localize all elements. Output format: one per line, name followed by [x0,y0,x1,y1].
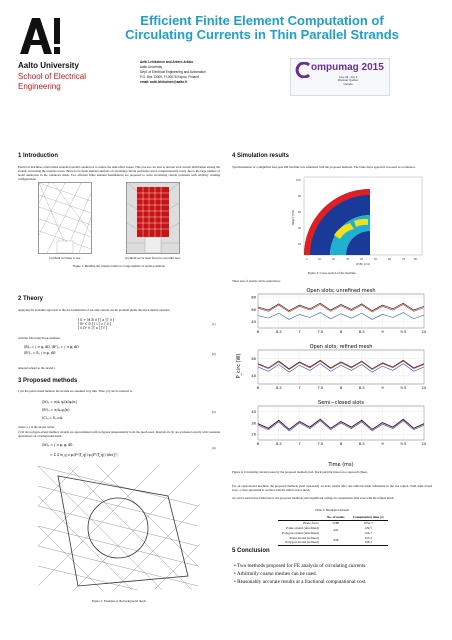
svg-text:40: 40 [298,227,302,230]
conference-place-1: Montréal, Québec [337,79,359,83]
figure2-caption: Figure 2: Example of the background mesh. [91,599,147,603]
affiliation-2: Dept. of Electrical Engineering and Automation [140,70,206,74]
x-tick-label: 8 [339,442,343,446]
svg-text:(M)ᵢⱼ = ∫ σ φⱼ φᵢ dΩ: (M)ᵢⱼ = ∫ σ φⱼ φᵢ dΩ [42,443,73,447]
svg-text:60: 60 [298,211,302,214]
affiliation-1: Aalto University [140,65,163,69]
conference-details [317,76,379,86]
svg-text:100: 100 [296,179,301,182]
conference-place-2: Canada [343,82,353,86]
conclusion-item: • Arbitrarily coarse meshes can be used. [234,571,317,577]
svg-text:60: 60 [388,258,392,261]
conference-name: ompumag 2015 [311,62,384,73]
table-header-time: Computation time (s) [352,515,384,520]
svg-text:= Σ Σ w_q σ φᵢ(Fᵀ(ξ_q)) φⱼ(Fᵀ(: = Σ Σ w_q σ φᵢ(Fᵀ(ξ_q)) φⱼ(Fᵀ(ξ_q)) |det Jᵀ| [50,453,118,457]
x-tick-label: 8.5 [358,386,365,390]
conclusion-list [234,562,434,586]
simulation-text: Synchronisation of a simplified four-pole PM machine was simulated with the proposed methods. The brute-force approach was used as a reference. [232,165,416,169]
x-tick-label: 9 [381,330,384,334]
school-line-1: School of Electrical [18,72,87,81]
svg-text:[ Bᵀ C D ] [ i ] = [ 0: [ Bᵀ C D ] [ i ] = [ 0 ] [78,322,112,326]
svg-text:(Bᵀ)ᵢⱼ = δᵢⱼ ∫ σ φⱼ dΩ: (Bᵀ)ᵢⱼ = δᵢⱼ ∫ σ φⱼ dΩ [24,351,56,355]
equation-4-number: (4) [212,446,216,450]
svg-text:(Bᵀ)ᵢⱼ = σ/Aᵢ φⱼ(xᵢ): (Bᵀ)ᵢⱼ = σ/Aᵢ φⱼ(xᵢ) [42,408,70,412]
svg-text:20: 20 [332,258,336,261]
compumag-logo-icon [295,62,311,78]
conference-badge [290,58,390,96]
results-table [278,515,388,546]
theory-text-3: denoted related to the strand i. [18,366,56,370]
figure1-mesh-fine [126,182,180,254]
author-names: Antti Lehikoinen and Antero Arkkio [140,60,194,64]
x-axis-label: Time (ms) [328,462,354,468]
coarse-mesh-drawing [39,183,91,253]
author-block [140,60,270,85]
svg-text:Width (mm): Width (mm) [356,263,371,266]
y-tick-label: 40 [251,373,256,378]
figure3-machine-cross-section [290,175,430,267]
svg-text:0: 0 [306,258,308,261]
x-tick-label: 8.5 [358,442,365,446]
table-cell-method: Point-strand (unrefined) [286,525,319,530]
table-caption: Table 1: Simulation Details [315,508,349,512]
table-header-nodes: No. of nodes [326,515,345,520]
section-theory-title: 2 Theory [18,296,44,302]
svg-text:40: 40 [360,258,364,261]
school-name [18,72,108,92]
y-tick-label: 40 [251,320,256,325]
methods-text: 1) In the point-strand method, the strands are assumed very thin. Thus, (2) can be reduced to [18,389,133,393]
x-tick-label: 9 [381,442,384,446]
figure1-mesh-coarse [38,182,92,254]
x-tick-label: 10 [421,330,427,334]
equation-1 [78,316,148,333]
fine-mesh-drawing [127,183,179,253]
table-cell-method: Point-strand (refined) [289,535,319,540]
x-tick-label: 6 [256,386,260,390]
table-cell-nodes: 442 [333,528,339,533]
svg-text:(B)ᵢⱼ = ∫ σ φⱼ dΩ, (Bᵀ)ᵢⱼ = ∫: (B)ᵢⱼ = ∫ σ φⱼ dΩ, (Bᵀ)ᵢⱼ = ∫ σ φⱼ dΩ [24,345,79,349]
svg-text:Height (mm): Height (mm) [292,209,295,225]
conclusion-item: • Reasonably accurate results at a fractional computational cost. [234,579,367,585]
x-tick-label: 6.5 [275,330,282,334]
table-row [278,526,388,531]
methods-text-3: 2) In the polygon-strand method, strands are approximated with polygons independently from the mesh used. Integrals in (2) are evaluated exactly with Gaussian quadratures on a background mesh. [18,430,220,439]
theory-text: Applying the Galerkin approach to the Ax-formulation of an eddy-current circuit problem yields the block matrix equation [18,308,170,312]
section-conclusion-title: 5 Conclusion [232,548,270,554]
figure1-caption-a: (a) Mesh we'd like to use. [49,256,81,260]
table-cell-nodes: 938 [333,537,339,542]
y-tick-label: 20 [251,432,256,437]
x-tick-label: 7.5 [317,330,324,334]
y-tick-label: 60 [251,356,256,361]
x-tick-label: 7.5 [317,386,324,390]
table-cell-time: 124.7 [364,530,372,535]
svg-text:80: 80 [298,195,302,198]
equation-2 [24,342,184,359]
section-introduction-title: 1 Introduction [18,153,58,159]
x-tick-label: 8 [339,386,343,390]
machine-cross-section-drawing [290,175,430,267]
chart-title: Open slots; refined mesh [309,344,373,350]
equation-2-number: (2) [212,352,216,356]
simulation-text-3: For an open-slotted machine, the proposed methods yield reasonably accurate results after one uniform mesh refinement in the slot region. With semi-closed slots, a close agreement is reached with the initial coarse mesh. [232,484,432,493]
equation-3-number: (3) [212,410,216,414]
y-axis-label: P_circ (W) [236,353,242,379]
svg-text:(M)ᵢⱼ = σ/Aᵢ φⱼ(xᵢ)φᵢ(xᵢ): (M)ᵢⱼ = σ/Aᵢ φⱼ(xᵢ)φᵢ(xᵢ) [42,400,77,404]
methods-text-2: where x_i is the strand center. [18,425,55,429]
school-line-2: Engineering [18,82,61,91]
x-tick-label: 9.5 [400,330,407,334]
background-mesh-drawing [38,466,198,590]
x-tick-label: 10 [421,442,427,446]
section-methods-title: 3 Proposed methods [18,378,78,384]
figure4-chart-panel [232,286,432,468]
x-tick-label: 8.5 [358,330,365,334]
table-cell-time: 129.5 [364,525,372,530]
chart-title: Semi−closed slots [318,400,364,406]
x-tick-label: 7 [298,330,301,334]
y-tick-label: 80 [251,295,256,300]
table-cell-method: Brute-force [303,521,319,526]
x-tick-label: 7 [298,442,301,446]
equation-3 [42,397,162,424]
figure1-caption: Figure 1: Meshing the strands results in a large number of nodal potentials. [72,264,166,268]
table-cell-time: 1052.7 [363,521,373,526]
affiliation-3: P.O. Box 13000, FI-00076 Espoo, Finland [140,75,199,79]
x-tick-label: 9 [381,386,384,390]
block-matrix-equation [78,316,148,332]
svg-text:80: 80 [414,258,418,261]
svg-text:[ S + M B 0 ] [ a ] [ 0: [ S + M B 0 ] [ a ] [ 0 ] [78,318,115,322]
table-cell-time: 158.3 [364,540,372,545]
polygon-strand-equation [42,440,172,462]
theory-text-2: with the following block elements [18,336,61,340]
x-tick-label: 9.5 [400,386,407,390]
figure1-caption-b: (b) Mesh we've been forced to use until now. [125,256,181,260]
x-tick-label: 6.5 [275,442,282,446]
conclusion-item-text: Two methods proposed for FE analysis of circulating currents. [237,563,367,569]
svg-text:70: 70 [402,258,406,261]
y-tick-label: 60 [251,307,256,312]
table-cell-method: Polygon-strand (refined) [285,540,319,545]
table-cell-nodes: 5288 [332,521,340,526]
equation-4 [42,440,172,463]
section-simulation-title: 4 Simulation results [232,153,290,159]
author-email[interactable]: email: antti.lehikoinen@aalto.fi [140,80,187,84]
poster-title: Efficient Finite Element Computation of Circulating Currents in Thin Parallel Strands [125,13,399,42]
aalto-logo-mark [18,16,62,56]
simulation-text-2: Three sets of results can be seen below. [232,279,281,283]
x-tick-label: 8 [339,330,343,334]
university-name: Aalto University [18,61,79,70]
x-tick-label: 6 [256,330,260,334]
conclusion-item: • Two methods proposed for FE analysis of circulating currents. [234,563,367,569]
table-cell-time: 153.3 [364,535,372,540]
y-tick-label: 40 [251,409,256,414]
svg-text:20: 20 [298,243,302,246]
simulation-details-table [278,515,388,546]
x-tick-label: 10 [421,386,427,390]
x-tick-label: 7.5 [317,442,324,446]
conclusion-item-text: Arbitrarily coarse meshes can be used. [236,571,317,577]
introduction-text: Electrical machines often utilize stranded parallel conductors to reduce the skin-effect losses. This process can lead to uneven total current distribution among the strands, increasing the resistive losses. Brute-force finite element analysis of circulating current problems can be computationally costly due to the large number of nodal unknowns in the conductor mesh. Two efficient finite element formulations are proposed to solve circulating current problems with arbitrary winding configurations. [18,165,220,182]
circulating-losses-charts [232,286,432,468]
simulation-text-4: As can be seen in the Table below, the proposed methods yield significant savings in computation time even with the refined mesh. [232,496,395,500]
aalto-logo [18,16,62,56]
conclusion-item-text: Reasonably accurate results at a fractional computational cost. [237,579,367,585]
x-tick-label: 7 [298,386,301,390]
chart-title: Open slots; unrefined mesh [306,288,376,294]
figure2-background-mesh [38,466,198,590]
x-tick-label: 6 [256,442,260,446]
figure3-caption: Figure 3: Cross-section of the machine. [307,271,357,275]
block-elements-equation [24,342,184,358]
x-tick-label: 9.5 [400,442,407,446]
y-tick-label: 30 [251,421,256,426]
conference-dates: June 28 - July 2 [338,76,358,79]
figure4-caption: Figure 4: Circulating current losses by the proposed methods (red, black) and the brute-force approach (blue). [232,470,368,474]
point-strand-equation [42,397,162,423]
svg-text:(C)ᵢⱼ = δᵢⱼ σAᵢ: (C)ᵢⱼ = δᵢⱼ σAᵢ [42,416,63,420]
equation-1-number: (1) [212,322,216,326]
svg-text:10: 10 [318,258,322,261]
x-tick-label: 6.5 [275,386,282,390]
table-row [278,535,388,540]
table-cell-method: Polygon-strand (unrefined) [282,530,319,535]
svg-text:30: 30 [346,258,350,261]
svg-text:[ 0 Dᵀ 0 ] [ u ] [ f: [ 0 Dᵀ 0 ] [ u ] [ f ] [78,326,107,330]
svg-text:50: 50 [374,258,378,261]
